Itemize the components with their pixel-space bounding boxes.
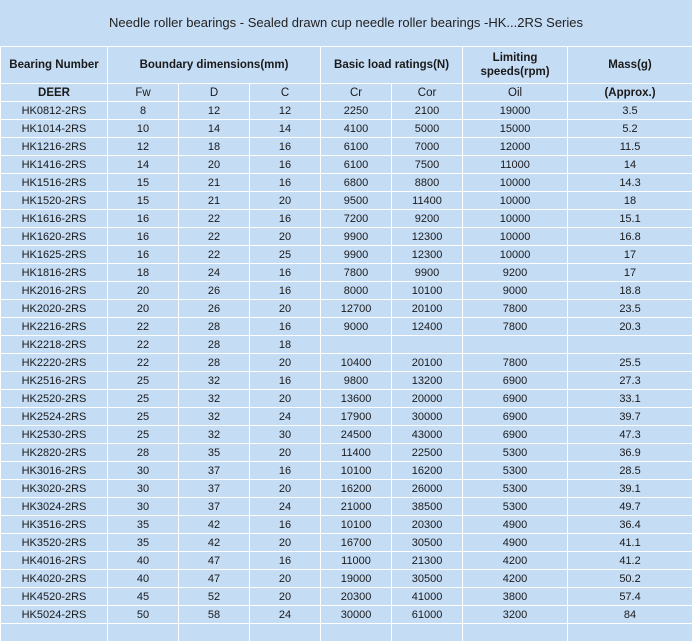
header-limiting-speeds: Limiting speeds(rpm) [463,47,568,84]
cell-d: 12 [179,102,250,120]
cell-oil-speed: 10000 [463,228,568,246]
cell-cor: 30000 [392,408,463,426]
cell-d: 47 [179,552,250,570]
cell-oil-speed: 6900 [463,426,568,444]
table-row [1,408,692,426]
table-row [1,264,692,282]
cell-d: 32 [179,426,250,444]
table-row [1,156,692,174]
header-row-top [1,47,692,84]
cell-mass: 18.8 [568,282,692,300]
cell-fw: 15 [108,174,179,192]
cell-oil-speed: 4200 [463,552,568,570]
table-row [1,336,692,354]
cell-c: 24 [250,498,321,516]
cell-cor: 11400 [392,192,463,210]
cell-oil-speed: 10000 [463,210,568,228]
cell-bearing-number: HK2530-2RS [1,426,108,444]
cell-fw: 22 [108,336,179,354]
table-row [1,444,692,462]
cell-mass: 15.1 [568,210,692,228]
cell-cr: 7800 [321,264,392,282]
cell-cr: 7200 [321,210,392,228]
cell-mass: 25.5 [568,354,692,372]
table-row [1,192,692,210]
cell-c: 20 [250,390,321,408]
cell-bearing-number: HK1616-2RS [1,210,108,228]
cell-fw: 14 [108,156,179,174]
cell-d: 58 [179,606,250,624]
cell-fw: 16 [108,228,179,246]
cell-mass: 17 [568,246,692,264]
cell-cor: 30500 [392,570,463,588]
cell-fw: 25 [108,390,179,408]
cell-bearing-number: HK3024-2RS [1,498,108,516]
cell-cor: 12400 [392,318,463,336]
cell-mass: 5.2 [568,120,692,138]
header-oil: Oil [463,84,568,102]
header-row-sub [1,84,692,102]
cell-fw: 35 [108,534,179,552]
cell-cr: 8000 [321,282,392,300]
table-row [1,480,692,498]
cell-mass: 50.2 [568,570,692,588]
header-boundary-dimensions: Boundary dimensions(mm) [108,47,321,84]
cell-d: 28 [179,354,250,372]
cell-bearing-number: HK0812-2RS [1,102,108,120]
cell-c: 16 [250,318,321,336]
cell-fw: 8 [108,102,179,120]
cell-fw: 30 [108,462,179,480]
cell-c: 25 [250,246,321,264]
cell-mass: 57.4 [568,588,692,606]
cell-fw: 25 [108,426,179,444]
cell-cor: 2100 [392,102,463,120]
cell-c: 24 [250,606,321,624]
cell-d: 52 [179,588,250,606]
cell-d: 22 [179,246,250,264]
cell-fw: 28 [108,444,179,462]
cell-cr: 16200 [321,480,392,498]
cell-bearing-number: HK4020-2RS [1,570,108,588]
cell-d: 37 [179,462,250,480]
cell-cor: 20100 [392,300,463,318]
cell-cr: 13600 [321,390,392,408]
cell-oil-speed: 10000 [463,174,568,192]
table-row [1,102,692,120]
cell-c: 20 [250,480,321,498]
cell-d: 32 [179,372,250,390]
cell-oil-speed: 3800 [463,588,568,606]
table-row [1,498,692,516]
cell-d: 28 [179,336,250,354]
cell-mass: 41.1 [568,534,692,552]
cell-cr: 10100 [321,516,392,534]
cell-cr: 19000 [321,570,392,588]
cell-bearing-number: HK2016-2RS [1,282,108,300]
cell-cor: 9900 [392,264,463,282]
cell-oil-speed: 6900 [463,390,568,408]
cell-cr: 9900 [321,228,392,246]
cell-fw: 40 [108,570,179,588]
cell-bearing-number: HK4016-2RS [1,552,108,570]
cell-oil-speed: 4900 [463,516,568,534]
cell-c: 30 [250,426,321,444]
cell-bearing-number: HK3520-2RS [1,534,108,552]
header-d: D [179,84,250,102]
cell-oil-speed: 6900 [463,372,568,390]
cell-c: 20 [250,228,321,246]
header-cr: Cr [321,84,392,102]
cell-fw: 16 [108,246,179,264]
cell-cr: 11000 [321,552,392,570]
cell-cr [321,336,392,354]
cell-cr: 30000 [321,606,392,624]
cell-cr: 2250 [321,102,392,120]
cell-bearing-number: HK1416-2RS [1,156,108,174]
cell-bearing-number: HK2020-2RS [1,300,108,318]
cell-mass: 36.4 [568,516,692,534]
cell-oil-speed: 4200 [463,570,568,588]
cell-cor: 7500 [392,156,463,174]
page-title: Needle roller bearings - Sealed drawn cup needle roller bearings -HK...2RS Series [0,0,692,46]
cell-fw: 20 [108,282,179,300]
cell-cr: 9500 [321,192,392,210]
cell-cr: 21000 [321,498,392,516]
cell-c: 16 [250,552,321,570]
cell-fw: 18 [108,264,179,282]
cell-cor: 9200 [392,210,463,228]
cell-fw: 25 [108,408,179,426]
cell-cr: 17900 [321,408,392,426]
bearing-spec-table [0,46,692,642]
cell-c: 20 [250,570,321,588]
table-row [1,606,692,624]
cell-c: 20 [250,444,321,462]
cell-cr: 11400 [321,444,392,462]
cell-bearing-number: HK5024-2RS [1,606,108,624]
cell-cr: 9800 [321,372,392,390]
cell-fw: 25 [108,372,179,390]
cell-fw: 22 [108,354,179,372]
table-row [1,246,692,264]
cell-mass: 39.7 [568,408,692,426]
cell-d: 42 [179,534,250,552]
cell-mass: 20.3 [568,318,692,336]
cell-bearing-number: HK1520-2RS [1,192,108,210]
cell-mass: 3.5 [568,102,692,120]
header-basic-load-ratings: Basic load ratings(N) [321,47,463,84]
cell-c: 16 [250,516,321,534]
table-row [1,174,692,192]
cell-cr: 6100 [321,156,392,174]
cell-oil-speed: 7800 [463,318,568,336]
cell-c: 16 [250,138,321,156]
cell-cr: 9900 [321,246,392,264]
header-cor: Cor [392,84,463,102]
cell-cor: 20000 [392,390,463,408]
cell-cor: 16200 [392,462,463,480]
cell-mass: 41.2 [568,552,692,570]
cell-bearing-number: HK1625-2RS [1,246,108,264]
cell-oil-speed: 3200 [463,606,568,624]
cell-bearing-number: HK1620-2RS [1,228,108,246]
header-c: C [250,84,321,102]
cell-c: 18 [250,336,321,354]
cell-oil-speed: 11000 [463,156,568,174]
cell-d: 32 [179,390,250,408]
cell-bearing-number: HK2216-2RS [1,318,108,336]
cell-c: 20 [250,588,321,606]
cell-d: 42 [179,516,250,534]
cell-cor: 8800 [392,174,463,192]
cell-d: 26 [179,282,250,300]
cell-c: 24 [250,408,321,426]
cell-c: 20 [250,534,321,552]
header-deer: DEER [1,84,108,102]
cell-bearing-number: HK2218-2RS [1,336,108,354]
cell-oil-speed: 10000 [463,246,568,264]
cell-mass: 16.8 [568,228,692,246]
cell-c: 14 [250,120,321,138]
cell-fw: 40 [108,552,179,570]
cell-d: 18 [179,138,250,156]
cell-d: 37 [179,498,250,516]
cell-oil-speed: 15000 [463,120,568,138]
cell-mass: 49.7 [568,498,692,516]
cell-oil-speed: 5300 [463,498,568,516]
cell-mass: 28.5 [568,462,692,480]
cell-cor [392,336,463,354]
cell-cor: 20300 [392,516,463,534]
cell-bearing-number: HK2524-2RS [1,408,108,426]
table-row [1,138,692,156]
cell-cor: 5000 [392,120,463,138]
cell-cr: 20300 [321,588,392,606]
table-row [1,570,692,588]
cell-d: 28 [179,318,250,336]
cell-bearing-number: HK4520-2RS [1,588,108,606]
cell-d: 24 [179,264,250,282]
cell-c: 20 [250,192,321,210]
cell-c: 16 [250,372,321,390]
cell-mass: 23.5 [568,300,692,318]
cell-cor: 12300 [392,228,463,246]
cell-cor: 41000 [392,588,463,606]
cell-oil-speed: 19000 [463,102,568,120]
cell-cor: 43000 [392,426,463,444]
cell-fw: 45 [108,588,179,606]
cell-cor: 38500 [392,498,463,516]
cell-fw: 35 [108,516,179,534]
cell-oil-speed: 5300 [463,444,568,462]
cell-cor: 12300 [392,246,463,264]
cell-fw: 12 [108,138,179,156]
cell-cor: 13200 [392,372,463,390]
cell-mass: 27.3 [568,372,692,390]
cell-cr: 24500 [321,426,392,444]
cell-fw: 30 [108,480,179,498]
header-fw: Fw [108,84,179,102]
cell-bearing-number: HK3016-2RS [1,462,108,480]
cell-fw: 10 [108,120,179,138]
cell-bearing-number: HK1816-2RS [1,264,108,282]
cell-cor: 22500 [392,444,463,462]
cell-fw: 22 [108,318,179,336]
cell-mass [568,336,692,354]
cell-oil-speed: 4900 [463,534,568,552]
cell-cr: 6100 [321,138,392,156]
cell-cor: 7000 [392,138,463,156]
cell-oil-speed: 7800 [463,300,568,318]
cell-oil-speed: 6900 [463,408,568,426]
cell-cor: 61000 [392,606,463,624]
table-row [1,534,692,552]
cell-c: 16 [250,462,321,480]
cell-c: 16 [250,156,321,174]
cell-d: 47 [179,570,250,588]
table-row [1,300,692,318]
cell-cr: 9000 [321,318,392,336]
cell-mass: 14.3 [568,174,692,192]
cell-d: 32 [179,408,250,426]
cell-d: 22 [179,210,250,228]
cell-bearing-number: HK2516-2RS [1,372,108,390]
cell-cor: 30500 [392,534,463,552]
table-row [1,516,692,534]
cell-c: 16 [250,282,321,300]
cell-bearing-number: HK2220-2RS [1,354,108,372]
cell-d: 35 [179,444,250,462]
cell-fw: 30 [108,498,179,516]
cell-c: 20 [250,354,321,372]
table-row [1,552,692,570]
cell-cor: 20100 [392,354,463,372]
cell-oil-speed: 9000 [463,282,568,300]
cell-mass: 18 [568,192,692,210]
cell-mass: 33.1 [568,390,692,408]
cell-cr: 4100 [321,120,392,138]
cell-bearing-number: HK1216-2RS [1,138,108,156]
cell-oil-speed [463,336,568,354]
cell-mass: 84 [568,606,692,624]
cell-fw: 15 [108,192,179,210]
header-bearing-number: Bearing Number [1,47,108,84]
cell-mass: 11.5 [568,138,692,156]
cell-bearing-number: HK3516-2RS [1,516,108,534]
cell-cr: 10400 [321,354,392,372]
table-body [1,102,692,642]
cell-bearing-number: HK2820-2RS [1,444,108,462]
cell-oil-speed: 5300 [463,480,568,498]
cell-mass: 36.9 [568,444,692,462]
cell-d: 21 [179,192,250,210]
cell-c: 16 [250,264,321,282]
cell-d: 20 [179,156,250,174]
cell-oil-speed: 10000 [463,192,568,210]
table-row [1,390,692,408]
cell-d: 21 [179,174,250,192]
table-row [1,210,692,228]
cell-mass: 39.1 [568,480,692,498]
table-row [1,462,692,480]
cell-oil-speed: 7800 [463,354,568,372]
cell-mass: 17 [568,264,692,282]
cell-oil-speed: 9200 [463,264,568,282]
cell-cr: 16700 [321,534,392,552]
cell-cor: 26000 [392,480,463,498]
cell-c: 20 [250,300,321,318]
cell-c: 16 [250,210,321,228]
cell-fw: 50 [108,606,179,624]
table-row [1,372,692,390]
cell-fw: 16 [108,210,179,228]
table-row [1,120,692,138]
cell-d: 14 [179,120,250,138]
cell-cr: 6800 [321,174,392,192]
cell-bearing-number: HK2520-2RS [1,390,108,408]
cell-cor: 10100 [392,282,463,300]
cell-cor: 21300 [392,552,463,570]
cell-d: 22 [179,228,250,246]
cell-oil-speed: 5300 [463,462,568,480]
cell-d: 37 [179,480,250,498]
cell-oil-speed: 12000 [463,138,568,156]
header-approx: (Approx.) [568,84,692,102]
cell-mass: 14 [568,156,692,174]
table-row [1,282,692,300]
cell-c: 12 [250,102,321,120]
cell-c: 16 [250,174,321,192]
table-row [1,318,692,336]
cell-d: 26 [179,300,250,318]
table-row [1,228,692,246]
cell-bearing-number: HK1516-2RS [1,174,108,192]
header-mass: Mass(g) [568,47,692,84]
cell-fw: 20 [108,300,179,318]
cell-bearing-number: HK3020-2RS [1,480,108,498]
cell-cr: 10100 [321,462,392,480]
cell-mass: 47.3 [568,426,692,444]
table-row [1,588,692,606]
cell-cr: 12700 [321,300,392,318]
table-row [1,426,692,444]
table-row [1,354,692,372]
cell-bearing-number: HK1014-2RS [1,120,108,138]
